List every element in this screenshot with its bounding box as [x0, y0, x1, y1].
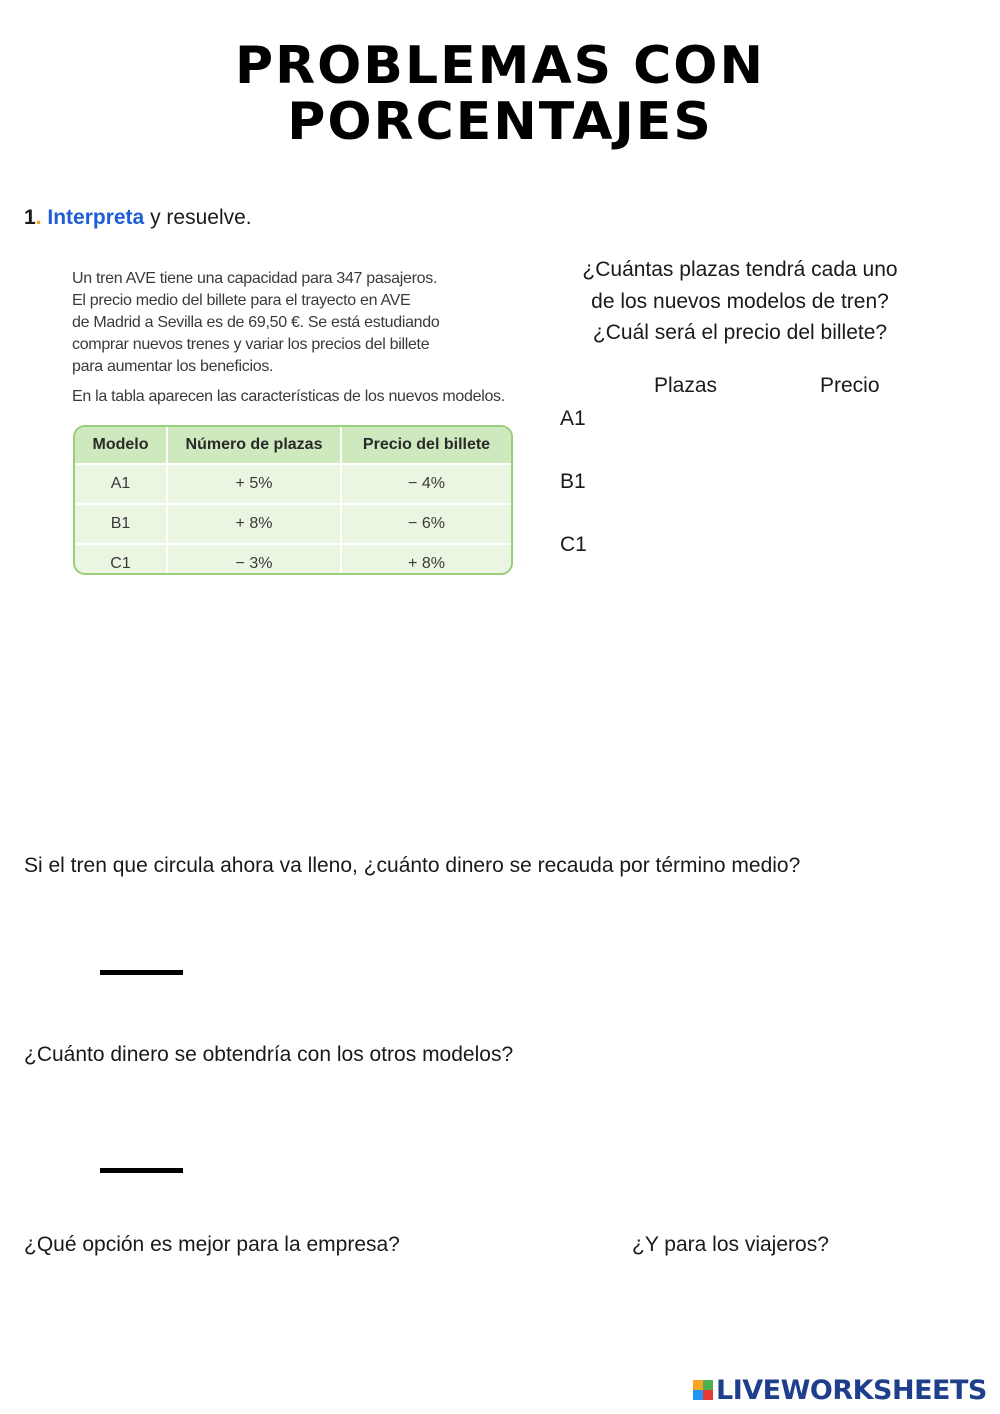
header-precio: Precio del billete	[341, 427, 511, 464]
exercise-dot: .	[35, 206, 42, 229]
title-line-1: PROBLEMAS CON	[234, 36, 766, 96]
answer-line-2	[100, 1168, 183, 1173]
answer-col-precio: Precio	[820, 374, 880, 397]
answer-row-b1: B1	[560, 470, 586, 493]
cell-plazas: − 3%	[167, 544, 341, 575]
question-recaudacion: Si el tren que circula ahora va lleno, ¿cuánto dinero se recauda por término medio?	[24, 854, 801, 877]
cell-plazas: + 8%	[167, 504, 341, 544]
liveworksheets-logo-text: LIVEWORKSHEETS	[716, 1374, 987, 1406]
models-table	[73, 425, 513, 575]
problem-line: Un tren AVE tiene una capacidad para 347 pasajeros.	[72, 270, 438, 287]
exercise-instruction: y resuelve.	[150, 206, 252, 229]
exercise-number: 1	[24, 206, 36, 229]
cell-precio: − 4%	[341, 464, 511, 504]
question-line: de los nuevos modelos de tren?	[591, 289, 889, 313]
page-title	[0, 38, 1000, 150]
exercise-keyword: Interpreta	[47, 206, 145, 229]
cell-precio: + 8%	[408, 555, 445, 572]
cell-precio: − 6%	[341, 504, 511, 544]
answer-line-1	[100, 970, 183, 975]
question-empresa: ¿Qué opción es mejor para la empresa?	[24, 1233, 400, 1256]
problem-line: para aumentar los beneficios.	[72, 358, 274, 375]
problem-line: de Madrid a Sevilla es de 69,50 €. Se está estudiando	[72, 314, 440, 331]
answer-col-plazas: Plazas	[654, 374, 718, 397]
question-line: ¿Cuál será el precio del billete?	[592, 321, 888, 344]
header-modelo: Modelo	[75, 427, 167, 464]
table-intro: En la tabla aparecen las características de los nuevos modelos.	[72, 388, 505, 405]
problem-statement	[72, 268, 542, 408]
table-row	[75, 464, 511, 504]
liveworksheets-logo-icon	[693, 1380, 713, 1400]
question-viajeros: ¿Y para los viajeros?	[632, 1233, 829, 1256]
plazas-precio-question	[540, 254, 940, 349]
answer-row-c1: C1	[560, 533, 587, 556]
question-line: ¿Cuántas plazas tendrá cada uno	[582, 258, 898, 281]
title-line-2: PORCENTAJES	[287, 92, 713, 152]
question-otros-modelos: ¿Cuánto dinero se obtendría con los otros modelos?	[24, 1043, 514, 1066]
cell-model: B1	[75, 504, 167, 544]
table-header-row	[75, 427, 511, 464]
cell-model: A1	[75, 464, 167, 504]
answer-row-a1: A1	[560, 407, 586, 430]
cell-plazas: + 5%	[167, 464, 341, 504]
table-row	[75, 504, 511, 544]
problem-line: comprar nuevos trenes y variar los precios del billete	[72, 336, 430, 353]
problem-line: El precio medio del billete para el trayecto en AVE	[72, 292, 411, 309]
table-row	[75, 544, 511, 575]
cell-model: C1	[75, 544, 167, 575]
header-plazas: Número de plazas	[167, 427, 341, 464]
liveworksheets-logo	[693, 1374, 987, 1406]
exercise-heading	[24, 206, 252, 230]
